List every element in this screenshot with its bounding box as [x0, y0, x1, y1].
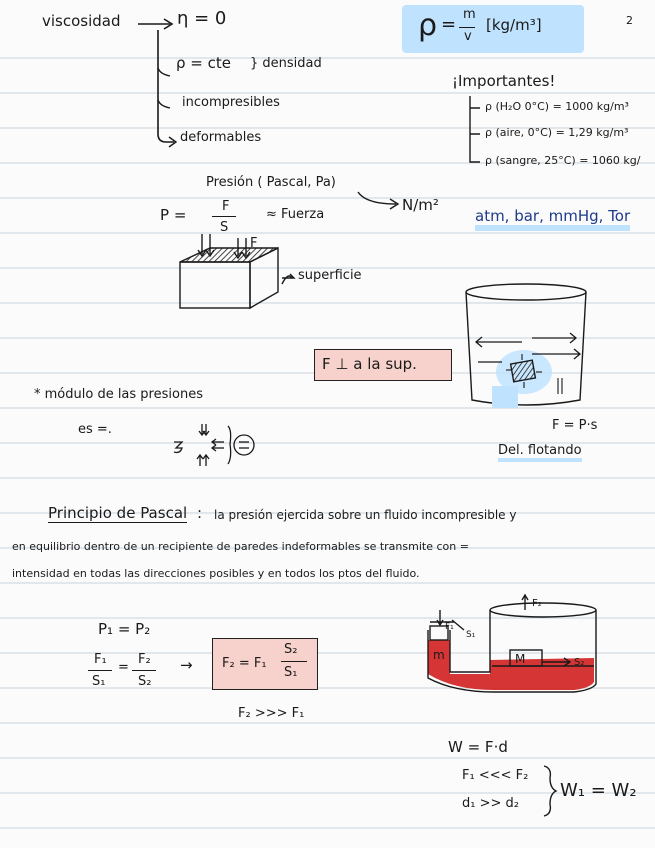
- p-fraction-bar: [212, 216, 236, 217]
- importantes-item-2: ρ (aire, 0°C) = 1,29 kg/m³: [485, 126, 629, 139]
- presion-title: Presión ( Pascal, Pa): [206, 175, 336, 190]
- eq-arrow: →: [180, 656, 193, 674]
- nm2-arrow: [356, 190, 406, 214]
- fraction-bar: [459, 27, 475, 28]
- press-f1: F₁: [445, 622, 454, 632]
- press-m: m: [433, 648, 445, 662]
- rho-cte: ρ = cte: [176, 54, 231, 72]
- density-units: [kg/m³]: [486, 16, 542, 34]
- work-f-line: F₁ <<< F₂: [462, 768, 529, 783]
- pascal-line3: intensidad en todas las direcciones posibles y en todos los ptos del fluido.: [12, 567, 420, 580]
- pascal-line1: la presión ejercida sobre un fluido incompresible y: [214, 508, 517, 522]
- flotante-label: Del. flotando: [498, 443, 582, 462]
- flotante-formula: F = P·s: [552, 418, 598, 433]
- pascal-title: Principio de Pascal: [48, 504, 188, 522]
- beaker-figure: [462, 282, 592, 432]
- deformables-label: deformables: [180, 130, 262, 145]
- press-s2: S₂: [574, 657, 585, 668]
- pascal-colon: :: [197, 504, 203, 522]
- eq-s2: S₂: [138, 674, 152, 689]
- work-equation: W = F·d: [448, 738, 508, 756]
- work-result: W₁ = W₂: [560, 780, 637, 801]
- density-numerator: m: [463, 7, 476, 22]
- pascal-line2: en equilibrio dentro de un recipiente de paredes indeformables se transmite con =: [12, 540, 469, 553]
- perpendicular-text: F ⊥ a la sup.: [322, 355, 417, 373]
- rho-symbol: ρ: [418, 8, 438, 43]
- p-numerator: F: [222, 199, 230, 214]
- eq-s1: S₁: [92, 674, 106, 689]
- page-number: 2: [626, 14, 633, 27]
- pressure-equal-icon: [166, 420, 276, 470]
- hydraulic-press-figure: [424, 594, 604, 714]
- modulo-line2: es =.: [78, 422, 112, 437]
- viscosity-bracket: [130, 10, 190, 150]
- force-f-label: F: [250, 236, 258, 251]
- importantes-title: ¡Importantes!: [452, 72, 556, 90]
- press-M: M: [515, 652, 526, 666]
- viscosidad-label: viscosidad: [42, 12, 121, 30]
- boxed-den: S₁: [284, 665, 298, 680]
- fuerza-label: ≈ Fuerza: [266, 207, 325, 222]
- boxed-num: S₂: [284, 642, 298, 657]
- nm2-label: N/m²: [402, 196, 439, 214]
- density-denominator: v: [464, 29, 472, 44]
- boxed-lhs: F₂ = F₁: [222, 656, 267, 671]
- eta-equation: η = 0: [177, 8, 227, 29]
- eq-bar1: [88, 670, 112, 671]
- press-s1: S₁: [466, 630, 476, 640]
- p1-equals-p2: P₁ = P₂: [98, 620, 151, 638]
- importantes-item-3: ρ (sangre, 25°C) = 1060 kg/: [485, 154, 641, 167]
- incompresibles-label: incompresibles: [182, 95, 280, 110]
- superficie-label: superficie: [298, 268, 362, 283]
- p-denominator: S: [220, 220, 229, 235]
- boxed-bar: [281, 661, 307, 662]
- p-equals: P =: [160, 206, 187, 224]
- eq-equals: =: [118, 660, 129, 675]
- pressure-units: atm, bar, mmHg, Tor: [475, 207, 630, 231]
- importantes-item-1: ρ (H₂O 0°C) = 1000 kg/m³: [485, 100, 629, 113]
- modulo-line1: * módulo de las presiones: [34, 387, 203, 402]
- density-equals: =: [441, 14, 457, 35]
- densidad-label: } densidad: [250, 56, 322, 71]
- eq-f2: F₂: [138, 652, 151, 667]
- press-f2: F₂: [532, 598, 542, 609]
- eq-f1: F₁: [94, 652, 107, 667]
- f2-much-greater: F₂ >>> F₁: [238, 706, 305, 721]
- work-brace: [540, 764, 560, 818]
- work-d-line: d₁ >> d₂: [462, 796, 519, 811]
- eq-bar2: [132, 670, 156, 671]
